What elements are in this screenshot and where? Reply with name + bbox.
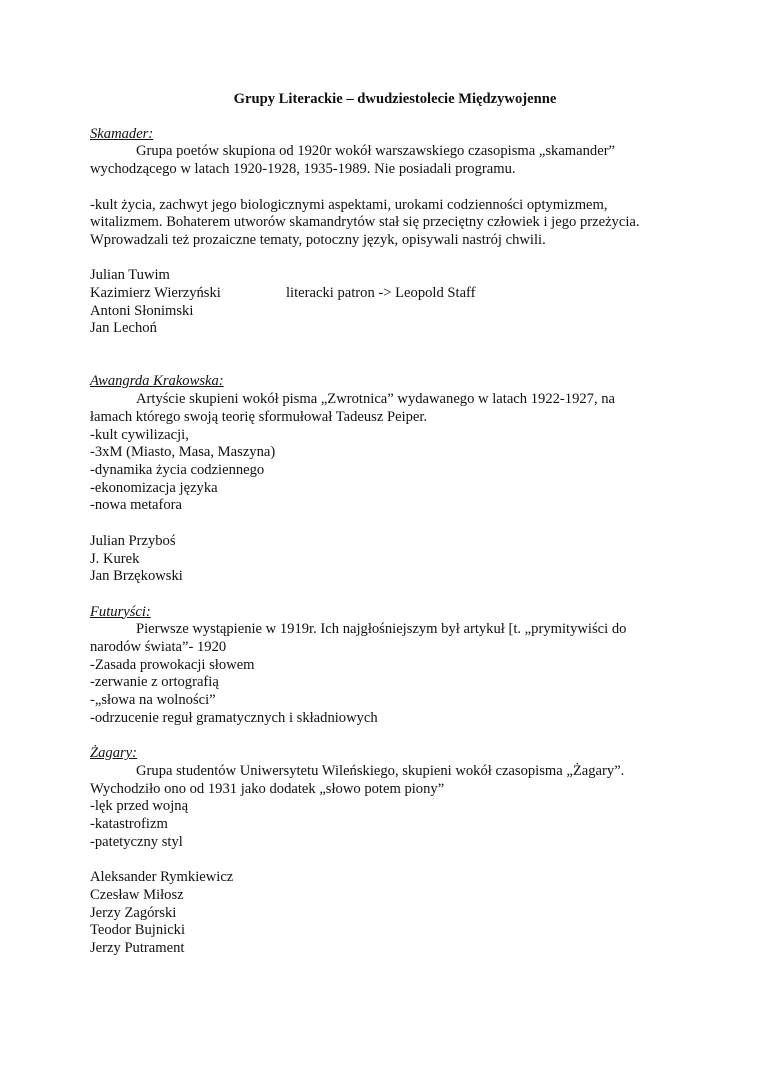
paragraph-line: -kult życia, zachwyt jego biologicznymi aspektami, urokami codzienności optymizmem, (90, 196, 608, 213)
member-name: Jerzy Putrament (90, 939, 185, 956)
member-name: J. Kurek (90, 550, 140, 567)
list-item: -katastrofizm (90, 816, 168, 833)
member-name: Teodor Bujnicki (90, 922, 186, 939)
paragraph-line: Grupa studentów Uniwersytetu Wileńskiego, skupieni wokół czasopisma „Żagary”. (136, 762, 625, 779)
member-row (90, 285, 690, 303)
section-heading-futurysci: Futuryści: (90, 603, 151, 620)
list-item: -lęk przed wojną (90, 798, 189, 815)
paragraph-line: Wprowadzali też prozaiczne tematy, potoczny język, opisywali nastrój chwili. (90, 231, 546, 248)
paragraph-line: Artyście skupieni wokół pisma „Zwrotnica” wydawanego w latach 1922-1927, na (136, 391, 616, 408)
member-name: Jan Lechoń (90, 320, 157, 337)
list-item: -zerwanie z ortografią (90, 674, 219, 691)
list-item: -„słowa na wolności” (90, 692, 216, 709)
member-name: Jerzy Zagórski (90, 904, 177, 921)
list-item: -3xM (Miasto, Masa, Maszyna) (90, 444, 276, 461)
paragraph-line: Wychodziło ono od 1931 jako dodatek „słowo potem piony” (90, 780, 445, 797)
list-item: -dynamika życia codziennego (90, 462, 265, 478)
document-title: Grupy Literackie – dwudziestolecie Międzywojenne (233, 91, 557, 107)
member-name: Kazimierz Wierzyński (90, 285, 221, 301)
section-heading-skamander: Skamader: (90, 125, 154, 142)
section-heading-awangarda: Awangrda Krakowska: (90, 373, 224, 390)
paragraph-line: witalizmem. Bohaterem utworów skamandrytów stał się przeciętny człowiek i jego przeżycia. (90, 214, 640, 231)
paragraph-line: Pierwsze wystąpienie w 1919r. Ich najgłośniejszym był artykuł [t. „prymitywiści do (136, 621, 627, 638)
member-name: Julian Tuwim (90, 267, 170, 284)
list-item: -nowa metafora (90, 497, 182, 514)
paragraph-line: łamach którego swoją teorię sformułował Tadeusz Peiper. (90, 408, 428, 425)
paragraph-line: Grupa poetów skupiona od 1920r wokół warszawskiego czasopisma „skamander” (136, 143, 616, 160)
list-item: -odrzucenie reguł gramatycznych i składniowych (90, 709, 378, 726)
member-name: Aleksander Rymkiewicz (90, 869, 234, 886)
paragraph-line: narodów świata”- 1920 (90, 639, 227, 655)
patron-note: literacki patron -> Leopold Staff (286, 285, 476, 301)
paragraph-line: wychodzącego w latach 1920-1928, 1935-1989. Nie posiadali programu. (90, 161, 516, 178)
member-name: Julian Przyboś (90, 532, 176, 549)
list-item: -Zasada prowokacji słowem (90, 656, 255, 673)
list-item: -ekonomizacja języka (90, 479, 218, 496)
list-item: -patetyczny styl (90, 833, 183, 850)
member-name: Antoni Słonimski (90, 302, 194, 319)
section-heading-zagary: Żagary: (90, 745, 138, 762)
document-body (90, 91, 690, 958)
member-name: Czesław Miłosz (90, 886, 184, 903)
member-name: Jan Brzękowski (90, 568, 183, 585)
list-item: -kult cywilizacji, (90, 426, 189, 443)
